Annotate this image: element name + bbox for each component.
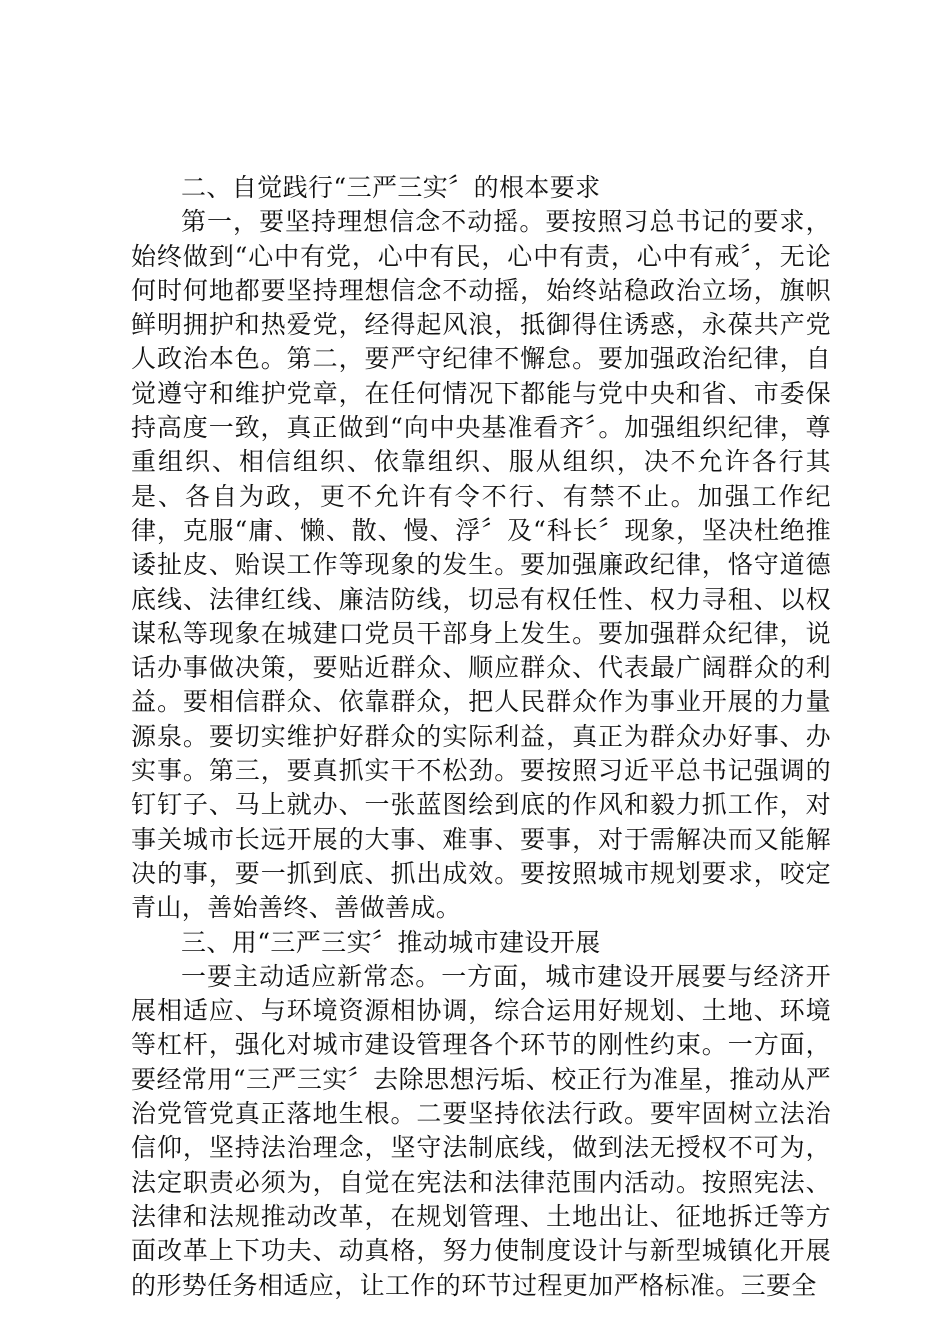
paragraph-section-2: 第一，要坚持理想信念不动摇。要按照习总书记的要求，始终做到“心中有党，心中有民，心中有责，心中有戒〞，无论何时何地都要坚持理想信念不动摇，始终站稳政治立场，旗帜鲜明拥护和热爱党，经得起风浪，抵御得住诱惑，永葆共产党人政治本色。第二，要严守纪律不懈怠。要加强政治纪律，自觉遵守和维护党章，在任何情况下都能与党中央和省、市委保持高度一致，真正做到“向中央基准看齐〞。加强组织纪律，尊重组织、相信组织、依靠组织、服从组织，决不允许各行其是、各自为政，更不允许有令不行、有禁不止。加强工作纪律，克服“庸、懒、散、慢、浮〞及“科长〞现象，坚决杜绝推诿扯皮、贻误工作等现象的发生。要加强廉政纪律，恪守道德底线、法律红线、廉洁防线，切忌有权任性、权力寻租、以权谋私等现象在城建口党员干部身上发生。要加强群众纪律，说话办事做决策，要贴近群众、顺应群众、代表最广阔群众的利益。要相信群众、依靠群众，把人民群众作为事业开展的力量源泉。要切实维护好群众的实际利益，真正为群众办好事、办实事。第三，要真抓实干不松劲。要按照习近平总书记强调的钉钉子、马上就办、一张蓝图绘到底的作风和毅力抓工作，对事关城市长远开展的大事、难事、要事，对于需解决而又能解决的事，要一抓到底、抓出成效。要按照城市规划要求，咬定青山，善始善终、善做善成。 (131, 207, 831, 923)
paragraph-section-3: 一要主动适应新常态。一方面，城市建设开展要与经济开展相适应、与环境资源相协调，综合运用好规划、土地、环境等杠杆，强化对城市建设管理各个环节的刚性约束。一方面，要经常用“三严三实〞去除思想污垢、校正行为准星，推动从严治党管党真正落地生根。二要坚持依法行政。要牢固树立法治信仰，坚持法治理念，坚守法制底线，做到法无授权不可为，法定职责必须为，自觉在宪法和法律范围内活动。按照宪法、法律和法规推动改革，在规划管理、土地出让、征地拆迁等方面改革上下功夫、动真格，努力使制度设计与新型城镇化开展的形势任务相适应，让工作的环节过程更加严格标准。三要全 (131, 961, 831, 1300)
section-heading-3: 三、用“三严三实〞推动城市建设开展 (181, 927, 601, 957)
document-body (131, 171, 831, 1303)
section-heading-2: 二、自觉践行“三严三实〞的根本要求 (181, 173, 601, 202)
